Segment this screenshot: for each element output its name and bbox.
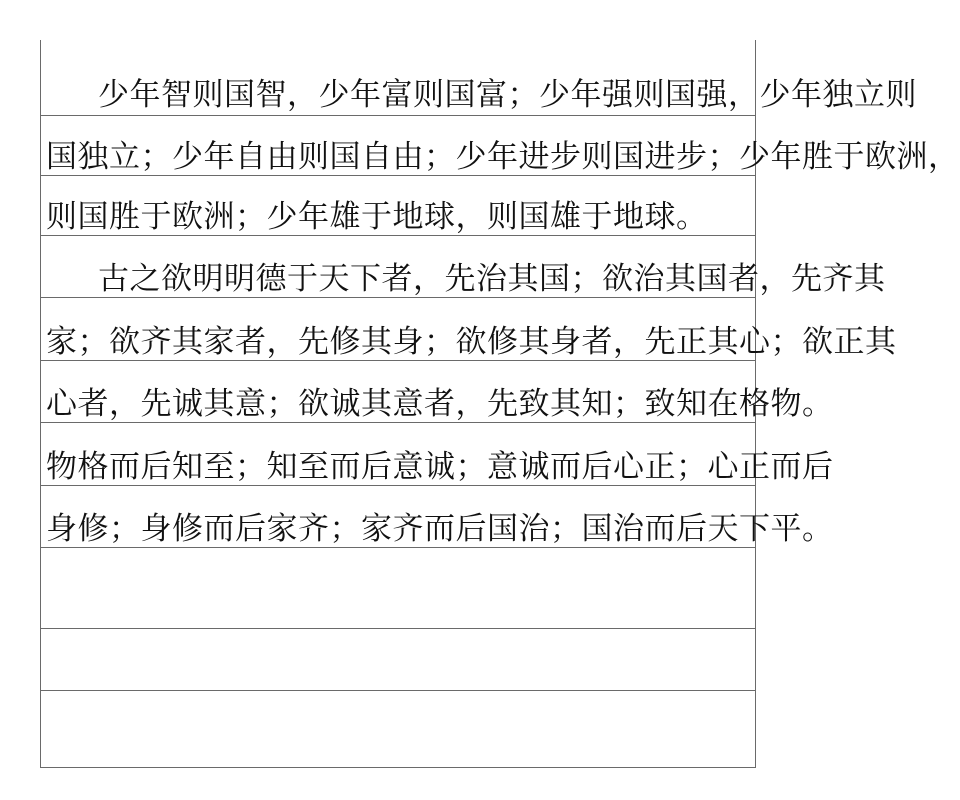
paragraph-2-line-3: 心者，先诚其意；欲诚其意者，先致其知；致知在格物。	[46, 386, 834, 422]
paragraph-2-line-2: 家；欲齐其家者，先修其身；欲修其身者，先正其心；欲正其	[46, 324, 897, 360]
ruled-line	[40, 628, 756, 629]
paragraph-2-line-5: 身修；身修而后家齐；家齐而后国治；国治而后天下平。	[46, 511, 834, 547]
paragraph-2-line-1: 古之欲明明德于天下者，先治其国；欲治其国者，先齐其	[98, 261, 886, 297]
ruled-line	[40, 690, 756, 691]
paragraph-2-line-4: 物格而后知至；知至而后意诚；意诚而后心正；心正而后	[46, 449, 834, 485]
ruled-line	[40, 115, 756, 116]
paragraph-1-line-1: 少年智则国智，少年富则国富；少年强则国强，少年独立则	[98, 77, 917, 113]
paragraph-1-line-3: 则国胜于欧洲；少年雄于地球，则国雄于地球。	[46, 199, 708, 235]
paragraph-1-line-2: 国独立；少年自由则国自由；少年进步则国进步；少年胜于欧洲，	[46, 139, 960, 175]
